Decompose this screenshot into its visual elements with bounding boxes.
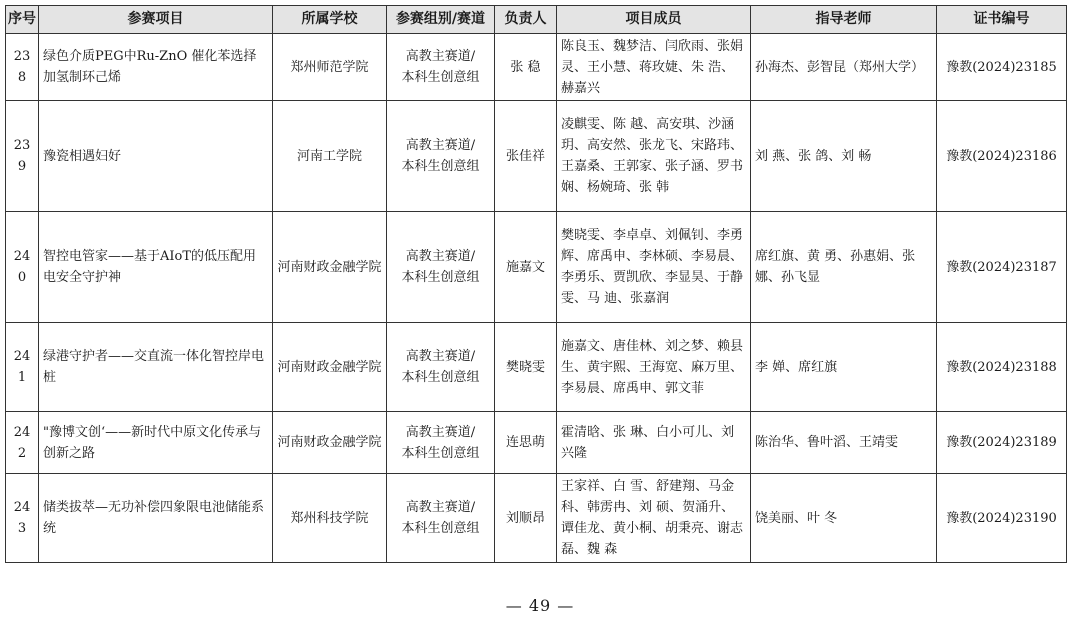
col-header-track: 参赛组别/赛道: [387, 6, 495, 34]
member-list: 樊晓雯、李卓卓、刘佩钊、李勇辉、席禹申、李林硕、李易晨、李勇乐、贾凯欣、李显昊、于静雯、马 迪、张嘉润: [557, 212, 751, 323]
header-row: [6, 6, 1067, 34]
certificate-number: 豫教(2024)23186: [937, 101, 1067, 212]
col-header-members: 项目成员: [557, 6, 751, 34]
leader-name: 刘顺昂: [495, 474, 557, 563]
track-line: 本科生创意组: [401, 521, 480, 536]
certificate-number: 豫教(2024)23188: [937, 323, 1067, 412]
track-cell: [387, 34, 495, 101]
school-name: 郑州科技学院: [273, 474, 387, 563]
member-list: 施嘉文、唐佳林、刘之梦、赖县生、黄宇熙、王海宽、麻万里、李易晨、席禹申、郭文菲: [557, 323, 751, 412]
school-name: 河南财政金融学院: [273, 212, 387, 323]
awards-table: [5, 5, 1067, 563]
certificate-number: 豫教(2024)23189: [937, 412, 1067, 474]
leader-name: 樊晓雯: [495, 323, 557, 412]
certificate-number: 豫教(2024)23187: [937, 212, 1067, 323]
track-cell: [387, 474, 495, 563]
track-line: 高教主赛道/: [405, 349, 476, 364]
row-number: 242: [6, 412, 39, 474]
school-name: 河南工学院: [273, 101, 387, 212]
row-number: 238: [6, 34, 39, 101]
page-number: — 49 —: [505, 596, 575, 615]
certificate-number: 豫教(2024)23185: [937, 34, 1067, 101]
project-name: 豫瓷相遇妇好: [39, 101, 273, 212]
track-line: 高教主赛道/: [405, 49, 476, 64]
col-header-project: 参赛项目: [39, 6, 273, 34]
track-line: 高教主赛道/: [405, 249, 476, 264]
advisor-list: 陈治华、鲁叶滔、王靖雯: [751, 412, 937, 474]
table-row: [6, 323, 1067, 412]
track-cell: [387, 101, 495, 212]
table-row: [6, 34, 1067, 101]
project-name: 智控电管家——基于AIoT的低压配用电安全守护神: [39, 212, 273, 323]
advisor-list: 饶美丽、叶 冬: [751, 474, 937, 563]
advisor-list: 刘 燕、张 鸽、刘 畅: [751, 101, 937, 212]
project-name: "豫博文创‘——新时代中原文化传承与创新之路: [39, 412, 273, 474]
leader-name: 施嘉文: [495, 212, 557, 323]
track-line: 高教主赛道/: [405, 424, 476, 440]
track-line: 本科生创意组: [401, 270, 480, 285]
advisor-list: 席红旗、黄 勇、孙惠娟、张 娜、孙飞显: [751, 212, 937, 323]
track-cell: [387, 323, 495, 412]
track-line: 本科生创意组: [401, 159, 480, 174]
certificate-number: 豫教(2024)23190: [937, 474, 1067, 563]
project-name: 绿色介质PEG中Ru-ZnO 催化苯选择加氢制环己烯: [39, 34, 273, 101]
project-name: 绿港守护者——交直流一体化智控岸电桩: [39, 323, 273, 412]
track-line: 本科生创意组: [401, 370, 480, 385]
row-number: 239: [6, 101, 39, 212]
member-list: 陈良玉、魏梦洁、闫欣雨、张娟灵、王小慧、蒋玫婕、朱 浩、赫嘉兴: [557, 34, 751, 101]
col-header-cert: 证书编号: [937, 6, 1067, 34]
track-line: 高教主赛道/: [405, 500, 476, 515]
school-name: 郑州师范学院: [273, 34, 387, 101]
advisor-list: 李 婵、席红旗: [751, 323, 937, 412]
member-list: 霍清晗、张 琳、白小可儿、刘兴隆: [557, 412, 751, 474]
col-header-school: 所属学校: [273, 6, 387, 34]
row-number: 241: [6, 323, 39, 412]
table-row: [6, 212, 1067, 323]
track-line: 高教主赛道/: [405, 138, 476, 153]
track-line: 本科生创意组: [401, 445, 480, 461]
advisor-list: 孙海杰、彭智昆（郑州大学）: [751, 34, 937, 101]
row-number: 243: [6, 474, 39, 563]
school-name: 河南财政金融学院: [273, 412, 387, 474]
member-list: 王家祥、白 雪、舒建翔、马金科、韩雳冉、刘 硕、贺涌升、谭佳龙、黄小桐、胡秉亮、谢志磊、魏 森: [557, 474, 751, 563]
row-number: 240: [6, 212, 39, 323]
school-name: 河南财政金融学院: [273, 323, 387, 412]
leader-name: 张 稳: [495, 34, 557, 101]
col-header-no: 序号: [6, 6, 39, 34]
project-name: 储类拔萃—无功补偿四象限电池储能系统: [39, 474, 273, 563]
col-header-advisors: 指导老师: [751, 6, 937, 34]
track-cell: [387, 412, 495, 474]
table-row: [6, 474, 1067, 563]
table-row: [6, 412, 1067, 474]
col-header-leader: 负责人: [495, 6, 557, 34]
track-cell: [387, 212, 495, 323]
leader-name: 连思萌: [495, 412, 557, 474]
table-row: [6, 101, 1067, 212]
member-list: 凌麒雯、陈 越、高安琪、沙涵玥、高安然、张龙飞、宋路玮、王嘉桑、王郭家、张子涵、罗书娴、杨婉琦、张 韩: [557, 101, 751, 212]
track-line: 本科生创意组: [401, 70, 480, 85]
leader-name: 张佳祥: [495, 101, 557, 212]
